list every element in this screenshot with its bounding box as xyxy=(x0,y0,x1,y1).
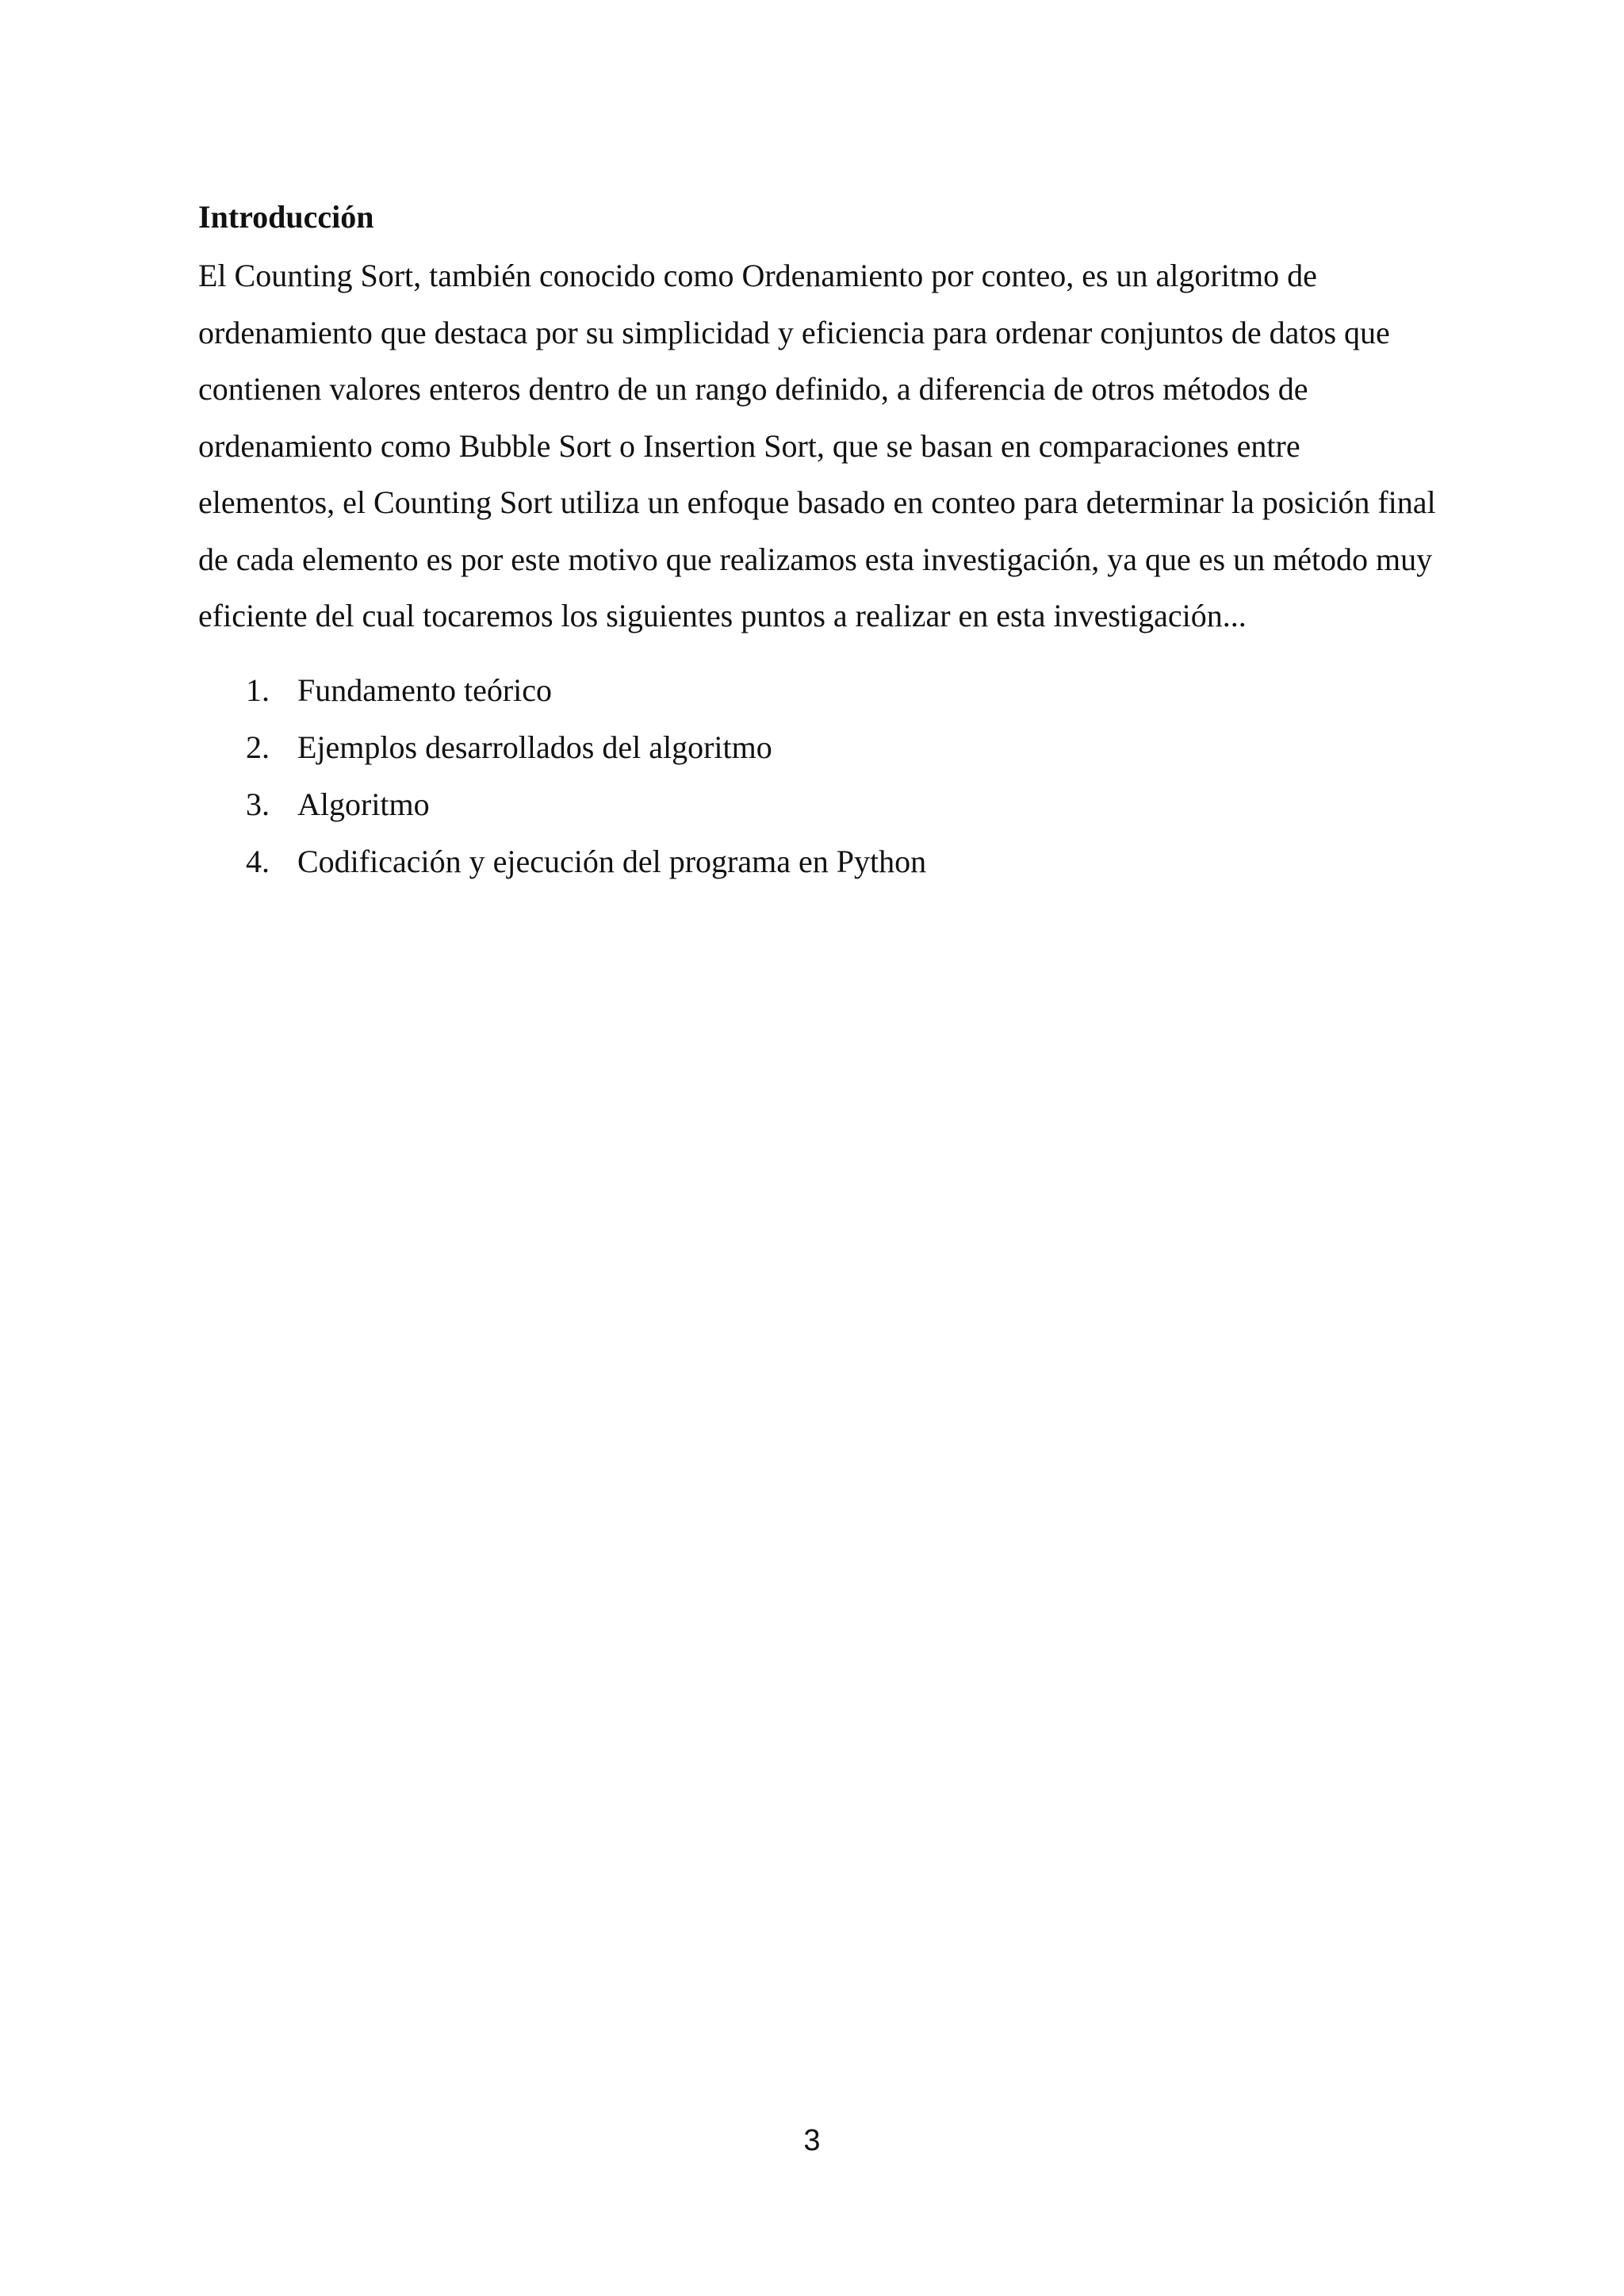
list-item xyxy=(246,833,1443,890)
list-item xyxy=(246,662,1443,719)
list-item-number: 4. xyxy=(246,843,270,879)
intro-paragraph: El Counting Sort, también conocido como Ordenamiento por conteo, es un algoritmo de ordenamiento que destaca por su simplicidad y eficiencia para ordenar conjuntos de datos que contienen valores enteros dentro de un rango definido, a diferencia de otros métodos de ordenamiento como Bubble Sort o Insertion Sort, que se basan en comparaciones entre elementos, el Counting Sort utiliza un enfoque basado en conteo para determinar la posición final de cada elemento es por este motivo que realizamos esta investigación, ya que es un método muy eficiente del cual tocaremos los siguientes puntos a realizar en esta investigación... xyxy=(198,258,1436,633)
list-item-number: 2. xyxy=(246,729,270,765)
page-content xyxy=(198,197,1443,890)
list-item xyxy=(246,776,1443,833)
list-item-text: Ejemplos desarrollados del algoritmo xyxy=(297,729,772,765)
topics-list xyxy=(198,662,1443,890)
section-heading: Introducción xyxy=(198,199,374,235)
list-item-number: 1. xyxy=(246,672,270,708)
list-item-text: Codificación y ejecución del programa en Python xyxy=(297,843,927,879)
page-number: 3 xyxy=(803,2124,821,2157)
list-item-text: Fundamento teórico xyxy=(297,672,553,708)
list-item xyxy=(246,719,1443,776)
list-item-text: Algoritmo xyxy=(297,786,430,822)
list-item-number: 3. xyxy=(246,786,270,822)
